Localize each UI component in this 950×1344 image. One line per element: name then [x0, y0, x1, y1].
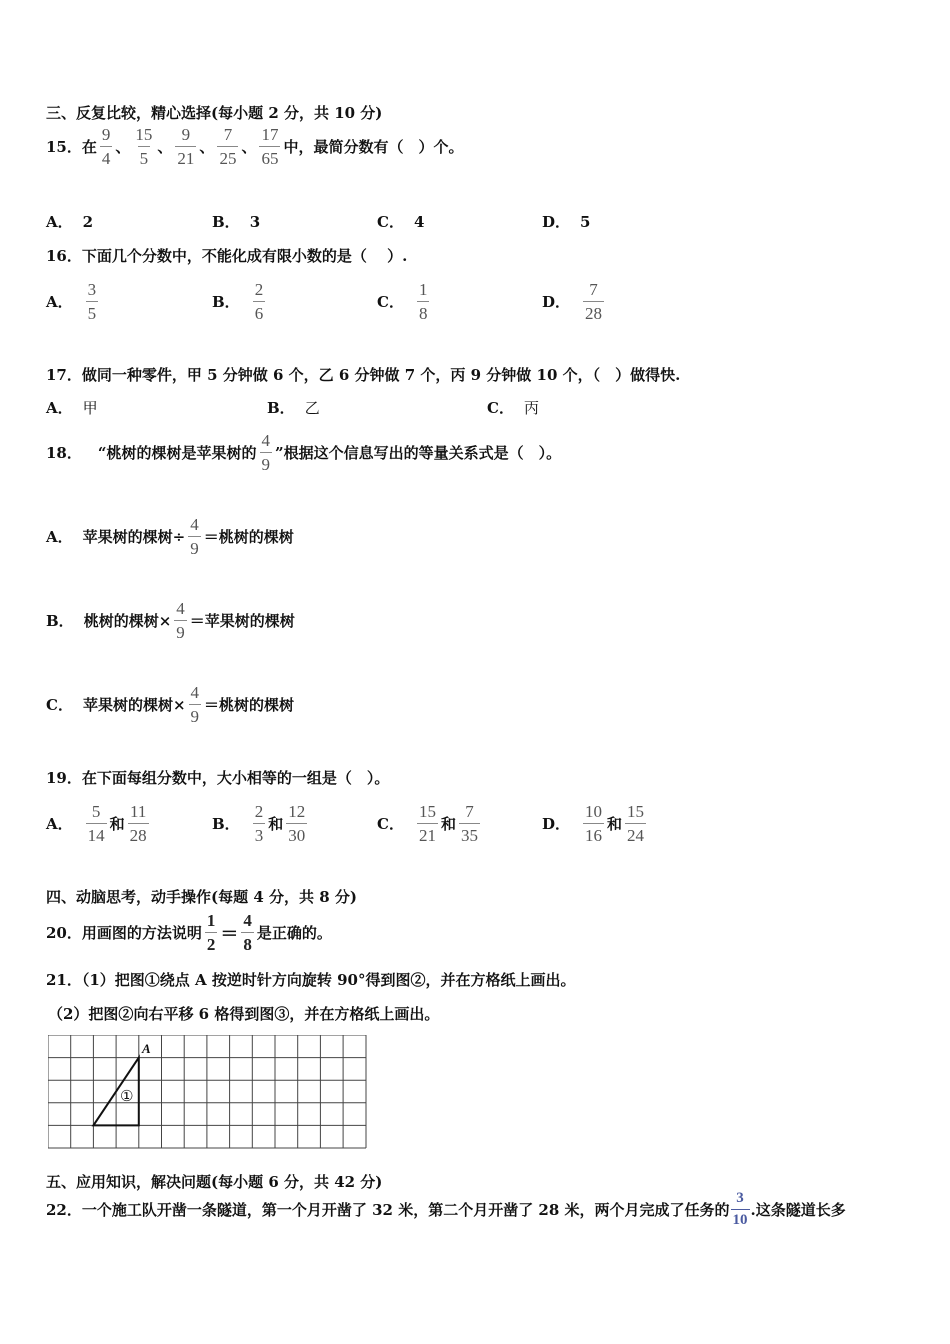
- section-3-title: 三、反复比较，精心选择(每小题 2 分，共 10 分): [46, 104, 383, 122]
- question-21-part-2: （2）把图②向右平移 6 格得到图③，并在方格纸上画出。: [48, 1005, 440, 1023]
- fraction-7-25: $\frac{7}{25}$: [219, 125, 237, 168]
- q19-option-a[interactable]: A． $\frac{5}{14}$ 和 $\frac{11}{28}$: [46, 802, 147, 845]
- question-22: 22．一个施工队开凿一条隧道，第一个月开凿了 32 米，第二个月开凿了 28 米，两个月完成了任务的 $\frac{3}{10}$ .这条隧道长多: [46, 1190, 846, 1228]
- q16-option-c[interactable]: C． $\frac{1}{8}$: [377, 280, 428, 323]
- fraction-4-9: $\frac{4}{9}$: [261, 431, 271, 474]
- figure-1-label: ①: [120, 1087, 134, 1105]
- q18-option-a[interactable]: A． 苹果树的棵树÷ $\frac{4}{9}$ ＝桃树的棵树: [46, 515, 294, 558]
- question-21-part-1: 21．（1）把图①绕点 A 按逆时针方向旋转 90°得到图②，并在方格纸上画出。: [46, 971, 576, 989]
- fraction-9-4: $\frac{9}{4}$: [101, 125, 111, 168]
- fraction-9-21: $\frac{9}{21}$: [177, 125, 195, 168]
- q15-option-a[interactable]: A． 2: [46, 212, 94, 231]
- section-5-title: 五、应用知识，解决问题(每小题 6 分，共 42 分): [46, 1173, 383, 1191]
- grid-paper: [48, 1035, 368, 1157]
- q15-option-c[interactable]: C． 4: [377, 212, 425, 231]
- q16-option-d[interactable]: D． $\frac{7}{28}$: [542, 280, 603, 323]
- question-15: 15． 在 $\frac{9}{4}$ 、 $\frac{15}{5}$ 、 $\frac{9}{21}$ 、 $\frac{7}{25}$ 、 $\frac{17}{65}$ 中，最简分数有（ ）个。: [46, 125, 464, 168]
- fraction-17-65: $\frac{17}{65}$: [261, 125, 279, 168]
- q16-option-b[interactable]: B． $\frac{2}{6}$: [212, 280, 264, 323]
- point-a-label: A: [142, 1041, 151, 1056]
- question-17: 17．做同一种零件，甲 5 分钟做 6 个，乙 6 分钟做 7 个，丙 9 分钟做 10 个，（ ）做得快.: [46, 366, 681, 384]
- q18-option-b[interactable]: B． 桃树的棵树× $\frac{4}{9}$ ＝苹果树的棵树: [46, 599, 295, 642]
- question-20: 20．用画图的方法说明 $\frac{1}{2}$ ＝ $\frac{4}{8}$ 是正确的。: [46, 911, 332, 954]
- grid-figure: [48, 1035, 368, 1153]
- fraction-1-2: $\frac{1}{2}$: [206, 911, 216, 954]
- q19-option-b[interactable]: B． $\frac{2}{3}$ 和 $\frac{12}{30}$: [212, 802, 306, 845]
- section-4-title: 四、动脑思考，动手操作(每题 4 分，共 8 分): [46, 888, 357, 906]
- question-19: 19．在下面每组分数中，大小相等的一组是（ ）。: [46, 769, 390, 787]
- q16-option-a[interactable]: A． $\frac{3}{5}$: [46, 280, 97, 323]
- q18-option-c[interactable]: C． 苹果树的棵树× $\frac{4}{9}$ ＝桃树的棵树: [46, 683, 295, 726]
- q17-option-b[interactable]: B． 乙: [267, 399, 320, 417]
- question-16: 16．下面几个分数中，不能化成有限小数的是（ ）.: [46, 247, 408, 265]
- q15-option-b[interactable]: B． 3: [212, 212, 261, 231]
- fraction-15-5: $\frac{15}{5}$: [135, 125, 153, 168]
- q17-option-c[interactable]: C． 丙: [487, 399, 539, 417]
- grid-lines: [48, 1035, 366, 1148]
- question-18: 18． “桃树的棵树是苹果树的 $\frac{4}{9}$ ”根据这个信息写出的等量关系式是（ ）。: [46, 431, 562, 474]
- q15-option-d[interactable]: D． 5: [542, 212, 591, 231]
- fraction-3-10: $\frac{3}{10}$: [732, 1190, 748, 1228]
- fraction-4-8: $\frac{4}{8}$: [243, 911, 252, 954]
- q19-option-d[interactable]: D． $\frac{10}{16}$ 和 $\frac{15}{24}$: [542, 802, 645, 845]
- q17-option-a[interactable]: A． 甲: [46, 399, 98, 417]
- q19-option-c[interactable]: C． $\frac{15}{21}$ 和 $\frac{7}{35}$: [377, 802, 478, 845]
